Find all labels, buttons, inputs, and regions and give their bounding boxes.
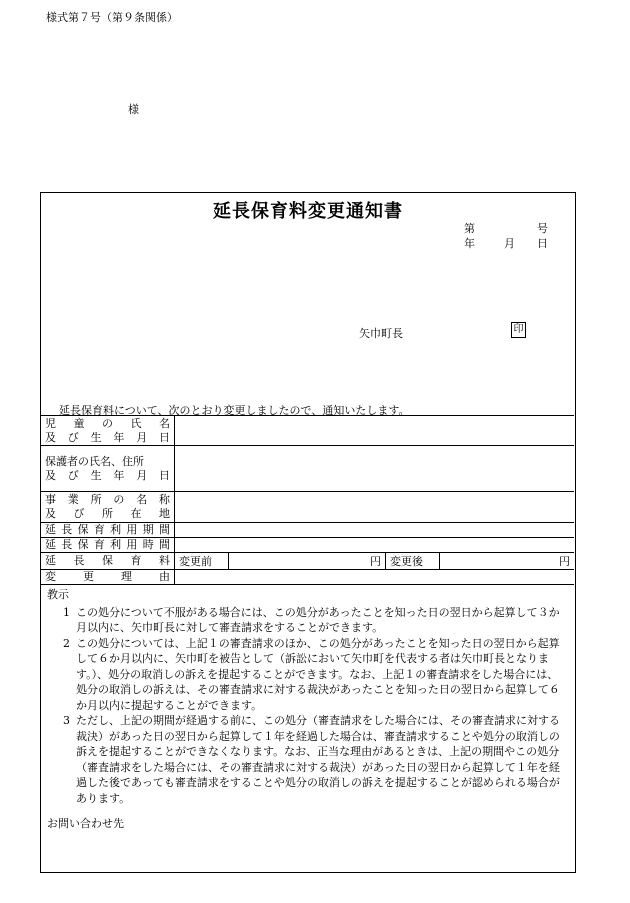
table-row	[41, 553, 574, 570]
child-value[interactable]	[175, 416, 575, 446]
inquiry-label: お問い合わせ先	[47, 817, 124, 830]
form-number: 様式第７号（第９条関係）	[46, 11, 178, 24]
fee-after-label: 変更後	[386, 553, 440, 570]
period-label: 延長保育利用期間	[41, 523, 175, 538]
notice-item-1-text: この処分について不服がある場合には、この処分があったことを知った日の翌日から起算して３か月以内に、矢巾町長に対して審査請求をすることができます。	[76, 605, 560, 634]
fee-label: 延長保育料	[41, 553, 175, 570]
notice-item-3-text: ただし、上記の期間が経過する前に、この処分（審査請求をした場合には、その審査請求に対する裁決）があった日の翌日から起算して１年を経過した場合は、審査請求することや処分の取消しの訴えを提起することができなくなります。なお、正当な理由があるときは、上記の期間やこの処分（審査請求をした場合には、その審査請求に対する裁決）があった日の翌日から起算して１年を経過した後であっても審査請求をすることや処分の取消しの訴えを提起することが認められる場合があります。	[76, 714, 560, 805]
details-table	[41, 415, 574, 585]
fee-after-value[interactable]: 円	[440, 553, 575, 570]
hours-label: 延長保育利用時間	[41, 538, 175, 553]
number-suffix: 号	[537, 222, 548, 235]
table-row	[41, 492, 574, 523]
child-label-line1: 児童の氏名	[45, 416, 170, 430]
notice-document	[40, 192, 576, 873]
notice-item-2-text: この処分については、上記１の審査請求のほか、この処分があったことを知った日の翌日から起算して６か月以内に、矢巾町を被告として（訴訟において矢巾町を代表する者は矢巾町長となります。）、処分の取消しの訴えを提起することができます。なお、上記１の審査請求をした場合には、処分の取消しの訴えは、その審査請求に対する裁決があったことを知った日の翌日から起算して６か月以内に提起することができます。	[76, 636, 560, 712]
fee-before-label: 変更前	[175, 553, 229, 570]
guardian-label-line2: 及び生年月日	[45, 468, 170, 482]
table-row	[41, 523, 574, 538]
office-label-line2: 及び所在地	[45, 507, 170, 520]
table-row	[41, 416, 574, 446]
guardian-label	[41, 446, 175, 492]
document-title: 延長保育料変更通知書	[213, 201, 403, 222]
notice-heading: 教示	[47, 588, 69, 601]
child-label	[41, 416, 175, 446]
guardian-value[interactable]	[175, 446, 575, 492]
child-label-line2: 及び生年月日	[45, 430, 170, 444]
office-label-line1: 事業所の名称	[45, 493, 170, 506]
notice-item-3	[47, 713, 569, 806]
issuer-name: 矢巾町長	[359, 327, 403, 340]
appeal-notice	[47, 587, 569, 806]
intro-text: 延長保育料について、次のとおり変更しましたので、通知いたします。	[59, 404, 410, 417]
office-value[interactable]	[175, 492, 575, 523]
addressee-suffix: 様	[128, 103, 139, 116]
number-prefix: 第	[464, 222, 475, 235]
fee-before-value[interactable]: 円	[229, 553, 386, 570]
notice-item-1	[47, 605, 569, 636]
seal-mark: 印	[511, 322, 526, 338]
table-row	[41, 570, 574, 585]
hours-value[interactable]	[175, 538, 575, 553]
reason-value[interactable]	[175, 570, 575, 585]
notice-item-3-number: 3	[63, 714, 70, 727]
date-month: 月	[504, 237, 515, 250]
notice-item-1-number: 1	[63, 605, 70, 619]
guardian-label-line1: 保護者の氏名、住所	[45, 454, 144, 468]
date-year: 年	[464, 237, 475, 250]
notice-item-2	[47, 636, 569, 714]
notice-item-2-number: 2	[63, 636, 70, 650]
reason-label: 変更理由	[41, 570, 175, 585]
office-label	[41, 492, 175, 523]
period-value[interactable]	[175, 523, 575, 538]
table-row	[41, 446, 574, 492]
table-row	[41, 538, 574, 553]
date-day: 日	[537, 237, 548, 250]
